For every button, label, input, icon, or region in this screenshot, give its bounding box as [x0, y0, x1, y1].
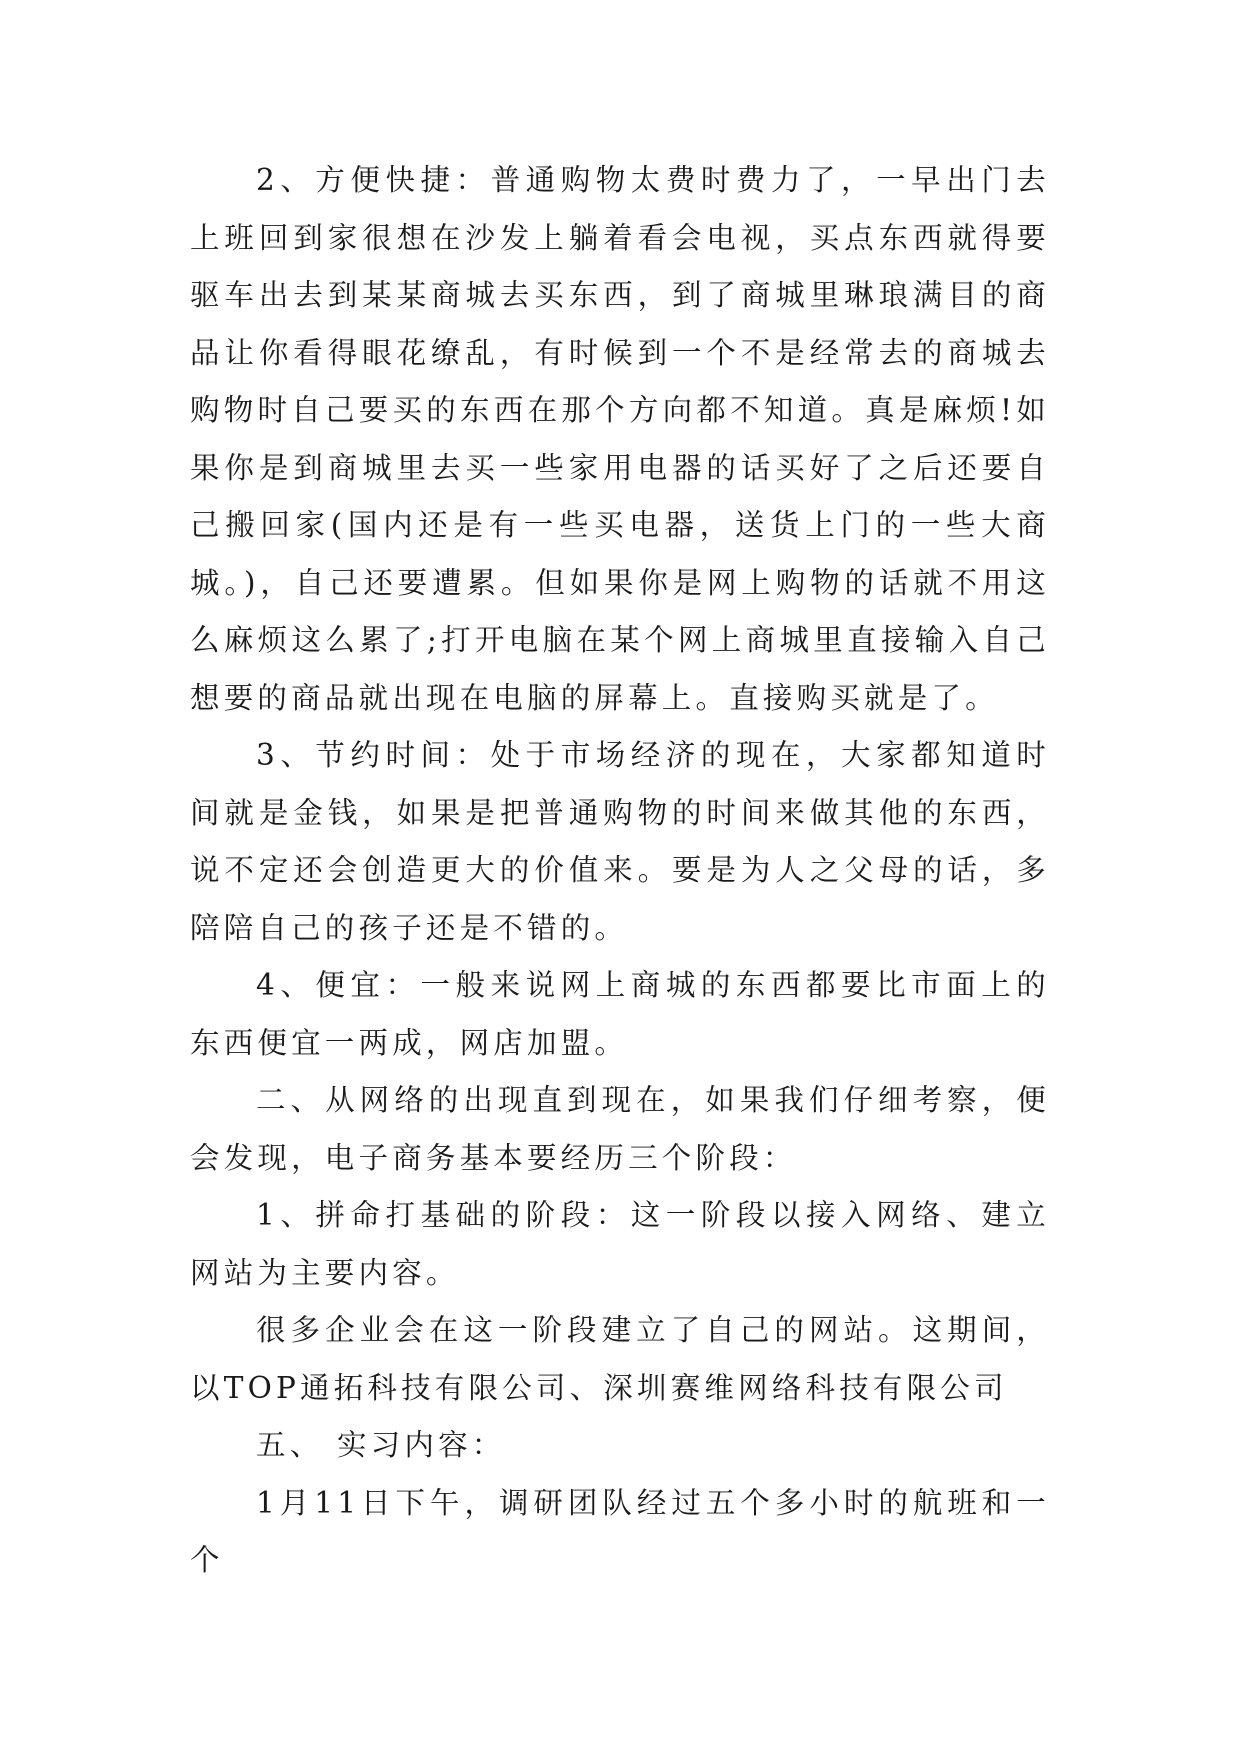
section-heading-internship: 五、 实习内容：	[256, 1428, 506, 1462]
paragraph-save-time: 3、节约时间：处于市场经济的现在，大家都知道时间就是金钱，如果是把普通购物的时间来做其他的东西，说不定还会创造更大的价值来。要是为人之父母的话，多陪陪自己的孩子还是不错的。	[190, 738, 1050, 945]
paragraph-convenience: 2、方便快捷：普通购物太费时费力了，一早出门去上班回到家很想在沙发上躺着看会电视，买点东西就得要驱车出去到某某商城去买东西，到了商城里琳琅满目的商品让你看得眼花缭乱，有时候到一个不是经常去的商城去购物时自己要买的东西在那个方向都不知道。真是麻烦!如果你是到商城里去买一些家用电器的话买好了之后还要自己搬回家(国内还是有一些买电器，送货上门的一些大商城。)，自己还要遭累。但如果你是网上购物的话就不用这么麻烦这么累了;打开电脑在某个网上商城里直接输入自己想要的商品就出现在电脑的屏幕上。直接购买就是了。	[190, 163, 1050, 715]
paragraph-websites: 很多企业会在这一阶段建立了自己的网站。这期间，以TOP通拓科技有限公司、深圳赛维网络科技有限公司	[190, 1313, 1050, 1405]
paragraph-stage-one: 1、拼命打基础的阶段：这一阶段以接入网络、建立网站为主要内容。	[190, 1198, 1050, 1290]
paragraph-cheap: 4、便宜：一般来说网上商城的东西都要比市面上的东西便宜一两成，网店加盟。	[190, 968, 1050, 1060]
paragraph-three-stages: 二、从网络的出现直到现在，如果我们仔细考察，便会发现，电子商务基本要经历三个阶段：	[190, 1083, 1050, 1175]
document-body	[190, 152, 1050, 1590]
paragraph-internship-start: 1月11日下午，调研团队经过五个多小时的航班和一个	[190, 1485, 1050, 1577]
